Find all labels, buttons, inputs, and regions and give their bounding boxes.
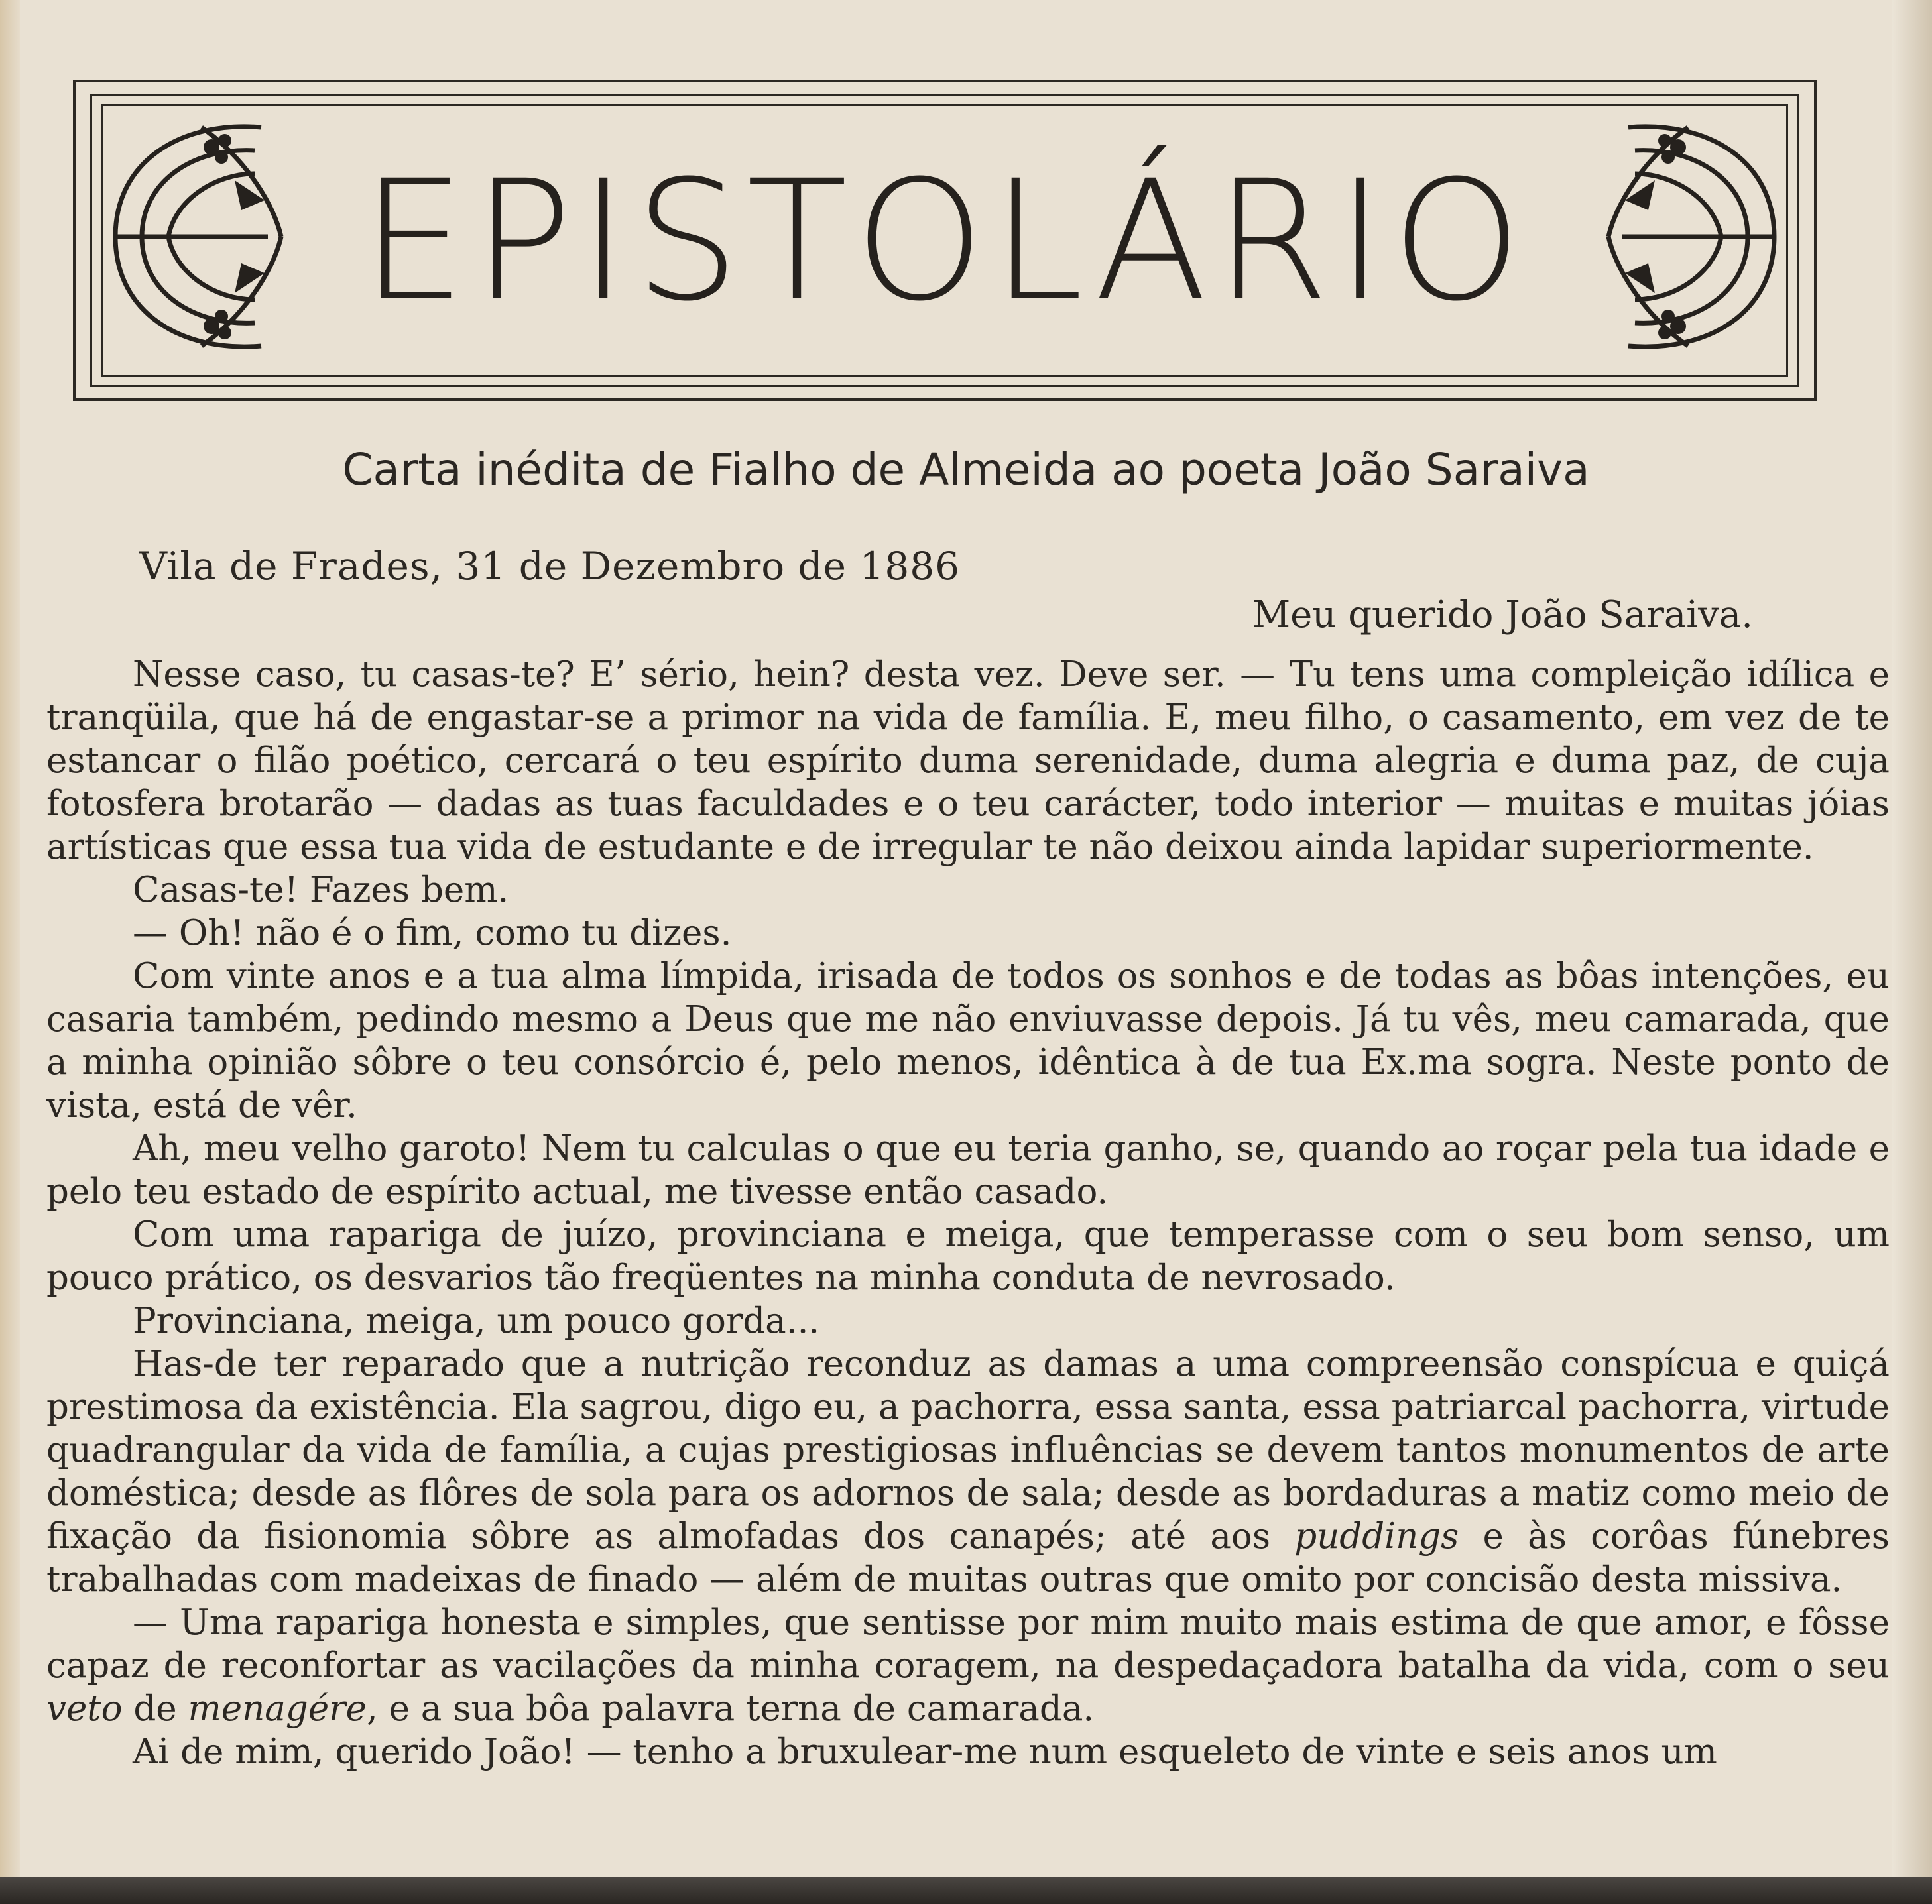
italic-term: menagére [188,1689,367,1729]
paragraph-text: , e a sua bôa palavra terna de camarada. [366,1689,1095,1729]
paragraph-text: Has-de ter reparado que a nutrição reconduz as damas a uma compreensão conspícua e quiçá prestimosa da existência. Ela sagrou, digo eu, a pachorra, essa santa, essa patriarcal pachorra, virtude quadrangular da vida de família, a cujas prestigiosas influências se devem tantos monumentos de arte doméstica; desde as flôres de sola para os adornos de sala; desde as bordaduras a matiz como meio de fixação da fisionomia sôbre as almofadas dos canapés; até aos [46,1344,1890,1557]
paragraph-text: de [133,1689,177,1729]
paragraph: Nesse caso, tu casas-te? E’ sério, hein? desta vez. Deve ser. — Tu tens uma compleição idílica e tranqüila, que há de engastar-se a primor na vida de família. E, meu filho, o casamento, em vez de te estancar o filão poético, cercará o teu espírito duma serenidade, duma alegria e duma paz, de cuja fotosfera brotarão — dadas as tuas faculdades e o teu carácter, todo interior — muitas e muitas jóias artísticas que essa tua vida de estudante e de irregular te não deixou ainda lapidar superiormente. [46,654,1890,867]
article-subtitle: Carta inédita de Fialho de Almeida ao poeta João Saraiva [342,444,1590,495]
paragraph: Provinciana, meiga, um pouco gorda... [133,1301,820,1341]
paragraph-text: — Uma rapariga honesta e simples, que sentisse por mim muito mais estima de que amor, e fôsse capaz de reconfortar as vacilações da minha coragem, na despedaçadora batalha da vida, com o seu [46,1602,1890,1686]
page-edge-left [0,0,20,1904]
paragraph: Casas-te! Fazes bem. [133,870,509,910]
paragraph: Com uma rapariga de juízo, provinciana e meiga, que temperasse com o seu bom senso, um pouco prático, os desvarios tão freqüentes na minha conduta de nevrosado. [46,1215,1890,1298]
paragraph [46,1342,1890,1601]
paragraph [46,1601,1890,1730]
paragraph: Ah, meu velho garoto! Nem tu calculas o que eu teria ganho, se, quando ao roçar pela tua idade e pelo teu estado de espírito actual, me tivesse então casado. [46,1128,1890,1212]
header-frame [73,80,1817,401]
italic-term: puddings [1294,1516,1459,1557]
italic-term: veto [46,1689,123,1729]
paragraph: Ai de mim, querido João! — tenho a bruxulear-me num esqueleto de vinte e seis anos um [133,1732,1717,1772]
paragraph: Com vinte anos e a tua alma límpida, irisada de todos os sonhos e de todas as bôas intenções, eu casaria também, pedindo mesmo a Deus que me não enviuvasse depois. Já tu vês, meu camarada, que a minha opinião sôbre o teu consórcio é, pelo menos, idêntica à de tua Ex.ma sogra. Neste ponto de vista, está de vêr. [46,956,1890,1126]
page-edge-right [1892,0,1932,1904]
paragraph: — Oh! não é o fim, como tu dizes. [133,913,732,953]
paragraph-text: e às corôas fúnebres trabalhadas com madeixas de finado — além de muitas outras que omito por concisão desta missiva. [46,1516,1890,1600]
page-bottom-edge [0,1877,1932,1904]
letter-salutation: Meu querido João Saraiva. [1252,593,1753,636]
page-title: EPISTOLÁRIO [361,145,1529,337]
letter-dateline: Vila de Frades, 31 de Dezembro de 1886 [139,544,961,589]
letter-body [46,653,1890,1773]
